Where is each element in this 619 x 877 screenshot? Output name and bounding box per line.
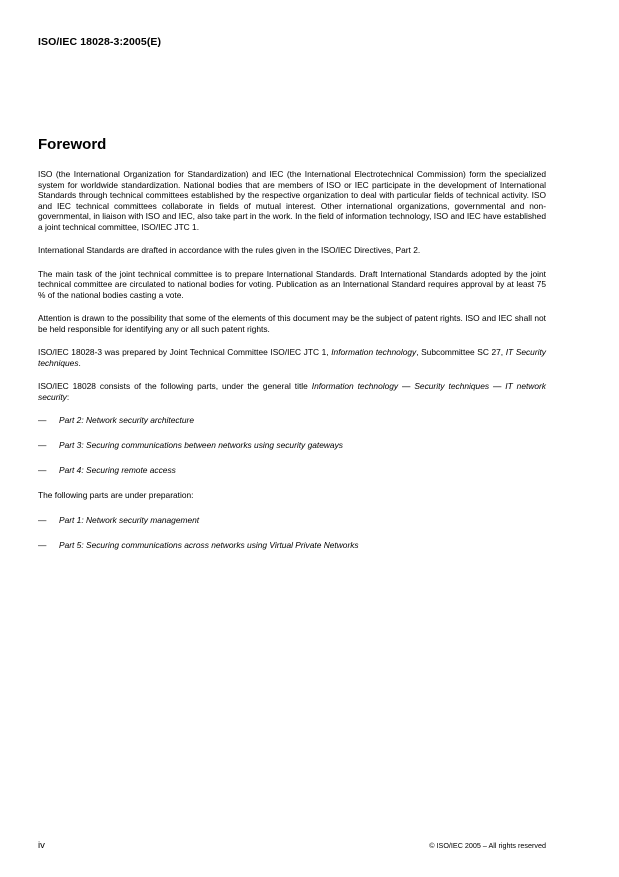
prepared-by-middle: , Subcommittee SC 27,	[416, 347, 506, 358]
foreword-body	[38, 169, 546, 565]
list-item	[38, 540, 546, 551]
page-title: Foreword	[38, 136, 107, 153]
paragraph-iso-iec-intro: ISO (the International Organization for Standardization) and IEC (the International Electrotechnical Commission) form the specialized system for worldwide standardization. National bodies that are members of ISO or IEC participate in the development of International Standards through technical committees established by the respective organization to deal with particular fields of technical activity. ISO and IEC technical committees collaborate in fields of mutual interest. Other international organizations, governmental and non-governmental, in liaison with ISO and IEC, also take part in the work. In the field of information technology, ISO and IEC have established a joint technical committee, ISO/IEC JTC 1.	[38, 169, 546, 232]
paragraph-prepared-by	[38, 347, 546, 368]
prepared-by-suffix: .	[78, 357, 81, 368]
list-dash: —	[38, 415, 47, 426]
consists-of-prefix: ISO/IEC 18028 consists of the following parts, under the general title	[38, 381, 312, 392]
paragraph-consists-of	[38, 381, 546, 402]
list-dash: —	[38, 440, 47, 451]
paragraph-patent-rights: Attention is drawn to the possibility that some of the elements of this document may be the subject of patent rights. ISO and IEC shall not be held responsible for identifying any or all such patent rights.	[38, 313, 546, 334]
list-dash: —	[38, 515, 47, 526]
prepared-by-italic-2: IT Security techniques	[38, 347, 546, 368]
list-item	[38, 515, 546, 526]
prepared-by-italic-1: Information technology	[331, 347, 417, 358]
part-1-label: Part 1: Network security management	[59, 515, 200, 526]
document-id: ISO/IEC 18028-3:2005(E)	[38, 36, 162, 48]
page-number: iv	[38, 840, 45, 851]
consists-of-italic: Information technology — Security techniques — IT network security	[38, 381, 546, 402]
list-dash: —	[38, 465, 47, 476]
list-item	[38, 415, 546, 426]
paragraph-main-task: The main task of the joint technical committee is to prepare International Standards. Draft International Standards adopted by the joint technical committee are circulated to national bodies for voting. Publication as an International Standard requires approval by at least 75 % of the national bodies casting a vote.	[38, 268, 546, 300]
list-dash: —	[38, 540, 47, 551]
paragraph-directives: International Standards are drafted in accordance with the rules given in the ISO/IEC Directives, Part 2.	[38, 245, 421, 256]
part-2-label: Part 2: Network security architecture	[59, 415, 194, 426]
copyright-notice: © ISO/IEC 2005 – All rights reserved	[429, 841, 546, 850]
part-3-label: Part 3: Securing communications between networks using security gateways	[59, 440, 343, 451]
preparation-label: The following parts are under preparation:	[38, 490, 194, 501]
prepared-by-prefix: ISO/IEC 18028-3 was prepared by Joint Technical Committee ISO/IEC JTC 1,	[38, 347, 332, 358]
part-4-label: Part 4: Securing remote access	[59, 465, 176, 476]
part-5-label: Part 5: Securing communications across networks using Virtual Private Networks	[59, 540, 359, 551]
list-item	[38, 440, 546, 451]
list-item	[38, 465, 546, 476]
consists-of-suffix: :	[66, 391, 70, 402]
